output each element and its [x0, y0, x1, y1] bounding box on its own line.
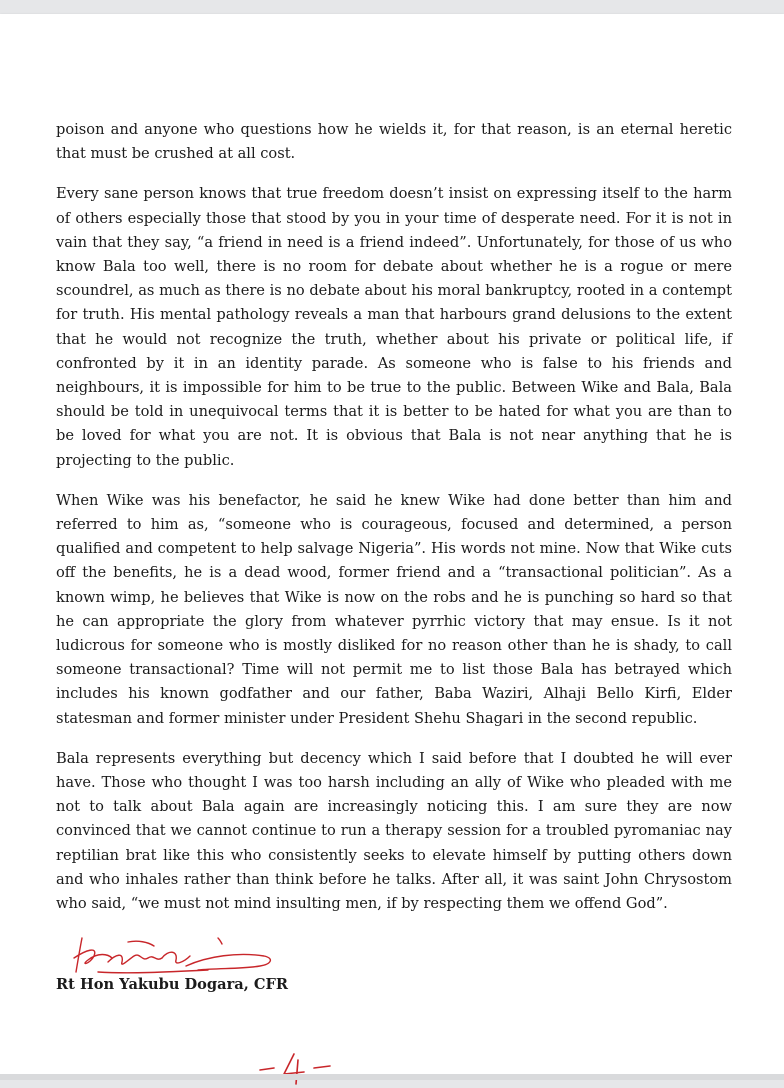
handwritten-signature [68, 932, 288, 980]
letter-body [56, 118, 732, 932]
paragraph-3: When Wike was his benefactor, he said he knew Wike had done better than him and referred to him as, “someone who is courageous, focused and determined, a person qualified and competent to help salvage Nigeria”. His words not mine. Now that Wike cuts off the benefits, he is a dead wood, former friend and a “transactional politician”. As a known wimp, he believes that Wike is now on the robs and he is punching so hard so that he can appropriate the glory from whatever pyrrhic victory that may ensue. Is it not ludicrous for someone who is mostly disliked for no reason other than he is shady, to call someone transactional? Time will not permit me to list those Bala has betrayed which includes his known godfather and our father, Baba Waziri, Alhaji Bello Kirfi, Elder statesman and former minister under President Shehu Shagari in the second republic. [56, 491, 732, 727]
letter-page [0, 14, 784, 1074]
scan-edge [0, 1074, 784, 1080]
handwritten-page-number [250, 1048, 340, 1088]
paragraph-2: Every sane person knows that true freedom doesn’t insist on expressing itself to the harm of others especially those that stood by you in your time of desperate need. For it is not in vain that they say, “a friend in need is a friend indeed”. Unfortunately, for those of us who know Bala too well, there is no room for debate about whether he is a rogue or mere scoundrel, as much as there is no debate about his moral bankruptcy, rooted in a contempt for truth. His mental pathology reveals a man that harbours grand delusions to the extent that he would not recognize the truth, whether about his private or political life, if confronted by it in an identity parade. As someone who is false to his friends and neighbours, it is impossible for him to be true to the public. Between Wike and Bala, Bala should be told in unequivocal terms that it is better to be hated for what you are than to be loved for what you are not. It is obvious that Bala is not near anything that he is projecting to the public. [56, 185, 732, 469]
paragraph-4: Bala represents everything but decency which I said before that I doubted he will ever have. Those who thought I was too harsh including an ally of Wike who pleaded with me not to talk about Bala again are increasingly noticing this. I am sure they are now convinced that we cannot continue to run a therapy session for a troubled pyromaniac nay reptilian brat like this who consistently seeks to elevate himself by putting others down and who inhales rather than think before he talks. After all, it was saint John Chrysostom who said, “we must not mind insulting men, if by respecting them we offend God”. [56, 749, 732, 913]
paragraph-1: poison and anyone who questions how he wields it, for that reason, is an eternal heretic that must be crushed at all cost. [56, 121, 732, 163]
signatory-name: Rt Hon Yakubu Dogara, CFR [56, 976, 288, 993]
